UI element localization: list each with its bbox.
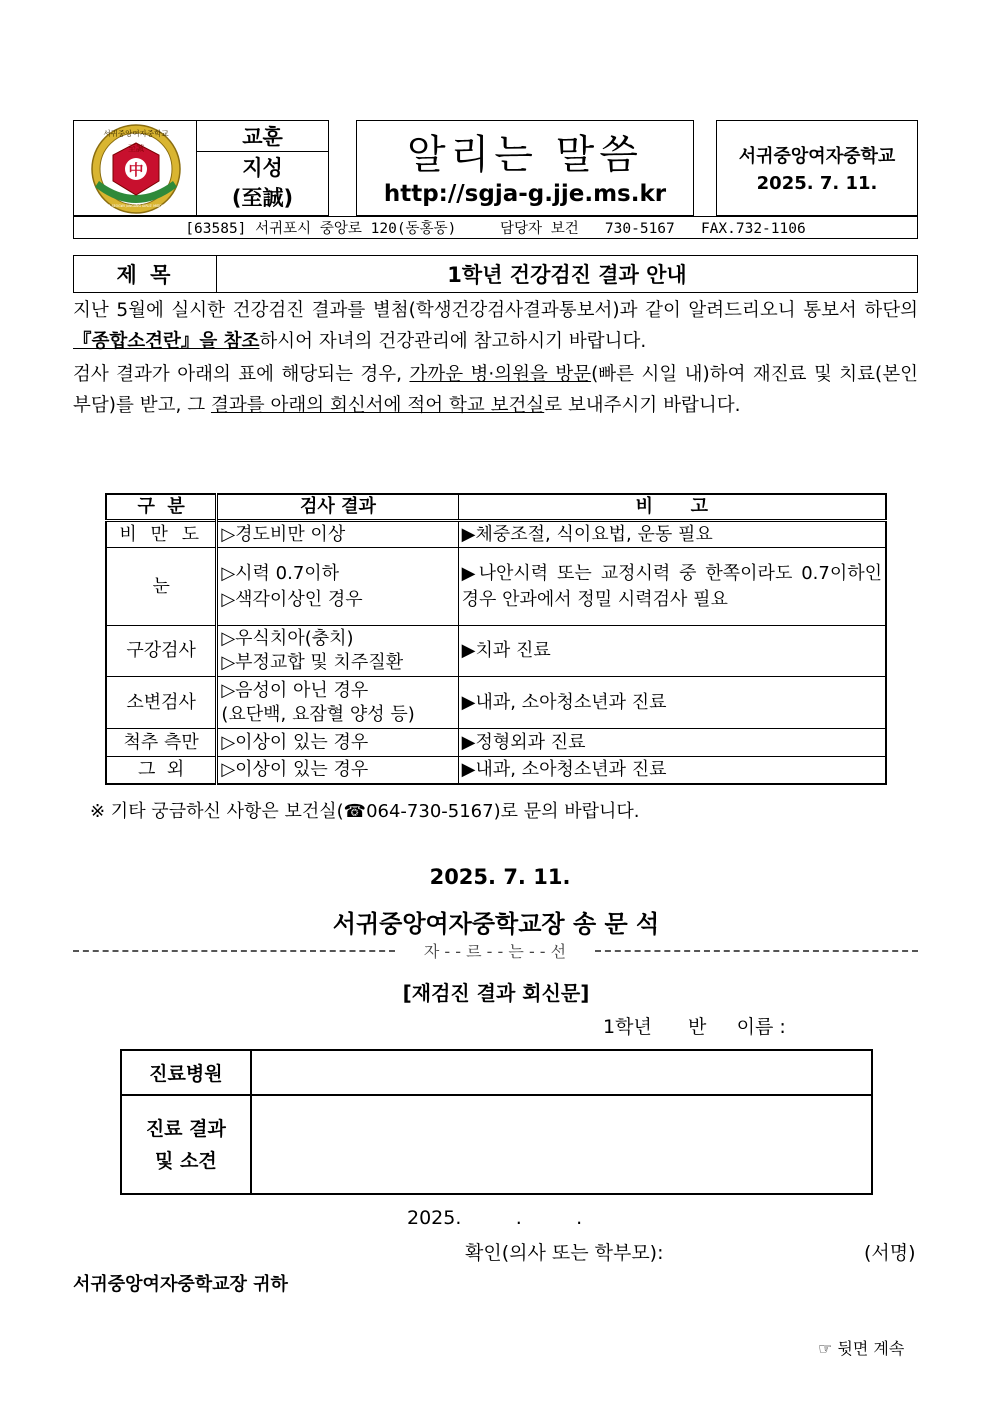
row-category: 눈	[106, 548, 217, 626]
row-note: ▶나안시력 또는 교정시력 중 한쪽이라도 0.7이하인 경우 안과에서 정밀 시력검사 필요	[458, 548, 886, 626]
emblem-band-text: SINCE 1951 SEOGWI JUNGANG GIRLS' MIDDLE SCHOOL	[91, 204, 181, 208]
row-category: 구강검사	[106, 626, 217, 677]
row-category: 그 외	[106, 757, 217, 784]
confirm-label: 확인(의사 또는 학부모):	[465, 1242, 664, 1264]
result-label	[121, 1095, 251, 1194]
result-label-line-1: 진료 결과	[145, 1117, 226, 1140]
row-note: ▶체중조절, 식이요법, 운동 필요	[458, 521, 886, 548]
emblem-top-text: 서귀중앙여자중학교	[103, 129, 169, 138]
row-category: 척추 측만	[106, 729, 217, 757]
motto-box	[196, 120, 329, 216]
table-header-row	[106, 494, 886, 521]
school-box	[716, 120, 918, 216]
cut-line-right	[595, 950, 918, 952]
reply-table	[120, 1049, 873, 1195]
inquiry-note: ※ 기타 궁금하신 사항은 보건실(☎064-730-5167)로 문의 바랍니다.	[90, 801, 640, 822]
title-box	[356, 120, 694, 216]
emblem-motto-chars: 至誠	[128, 144, 144, 153]
subject-box	[73, 255, 918, 293]
reply-hospital-row	[121, 1050, 872, 1095]
table-row	[106, 757, 886, 784]
student-line: 1학년 반 이름 :	[603, 1016, 786, 1038]
row-result: ▷경도비만 이상	[217, 521, 458, 548]
header-note: 비 고	[458, 494, 886, 521]
paragraph-2-a: 검사 결과가 아래의 표에 해당되는 경우,	[73, 364, 410, 385]
row-note: ▶정형외과 진료	[458, 729, 886, 757]
motto-line-1: 교훈	[197, 121, 328, 152]
row-result: ▷음성이 아닌 경우 (요단백, 요잠혈 양성 등)	[217, 677, 458, 729]
paragraph-2	[73, 359, 918, 421]
reply-title: [재검진 결과 회신문]	[402, 980, 590, 1005]
cut-line	[73, 938, 918, 962]
motto-line-2: 지성	[242, 156, 283, 180]
row-note: ▶치과 진료	[458, 626, 886, 677]
motto-line-3: (至誠)	[231, 186, 294, 210]
paragraph-1-a: 지난 5월에 실시한 건강검진 결과를 별첨(학생건강검사결과통보서)과 같이 알려드리오니 통보서 하단의	[73, 300, 918, 321]
results-table	[105, 493, 887, 785]
school-name: 서귀중앙여자중학교	[738, 146, 896, 167]
table-row	[106, 729, 886, 757]
row-note: ▶내과, 소아청소년과 진료	[458, 757, 886, 784]
paragraph-1-emphasis: 『종합소견란』을 참조	[73, 331, 260, 352]
subject-label: 제 목	[74, 256, 217, 292]
principal-name: 서귀중앙여자중학교장 송 문 석	[332, 909, 660, 938]
paragraph-1-c: 하시어 자녀의 건강관리에 참고하시기 바랍니다.	[259, 331, 647, 352]
logo-box	[73, 120, 197, 216]
header-result: 검사 결과	[217, 494, 458, 521]
row-category: 비 만 도	[106, 521, 217, 548]
table-row	[106, 626, 886, 677]
table-row	[106, 677, 886, 729]
paragraph-2-visit: 가까운 병·의원을 방문	[409, 364, 592, 385]
paragraph-2-e: 로 보내주시기 바랍니다.	[544, 395, 741, 416]
address-bar: [63585] 서귀포시 중앙로 120(동홍동) 담당자 보건 730-5167 FAX.732-1106	[73, 216, 918, 239]
row-result: ▷우식치아(충치) ▷부정교합 및 치주질환	[217, 626, 458, 677]
subject-value: 1학년 건강검진 결과 안내	[447, 263, 687, 287]
row-note: ▶내과, 소아청소년과 진료	[458, 677, 886, 729]
row-result: ▷시력 0.7이하 ▷색각이상인 경우	[217, 548, 458, 626]
issue-date: 2025. 7. 11.	[756, 172, 878, 194]
reply-result-row	[121, 1095, 872, 1194]
page-title: 알리는 말씀	[407, 131, 643, 178]
cut-line-text: 자 - - 르 - - 는 - - 선	[423, 941, 567, 961]
row-category: 소변검사	[106, 677, 217, 729]
addressee: 서귀중앙여자중학교장 귀하	[73, 1274, 288, 1295]
hospital-input[interactable]	[251, 1050, 872, 1095]
continue-note: ☞ 뒷면 계속	[818, 1339, 905, 1358]
table-row	[106, 521, 886, 548]
reply-date: 2025. . .	[407, 1207, 583, 1229]
row-result: ▷이상이 있는 경우	[217, 729, 458, 757]
school-url: http://sgja-g.jje.ms.kr	[383, 181, 667, 207]
result-label-line-2: 및 소견	[155, 1149, 217, 1172]
emblem-center-char: 中	[128, 161, 144, 179]
paragraph-2-c: (빠른 시일 내)하여 재진료 및 치료(본인 부담)를 받고, 그	[73, 364, 919, 416]
row-result: ▷이상이 있는 경우	[217, 757, 458, 784]
paragraph-2-return: 결과를 아래의 회신서에 적어 학교 보건실	[210, 395, 545, 416]
signoff-date: 2025. 7. 11.	[429, 865, 571, 889]
signature-label: (서명)	[864, 1242, 916, 1264]
result-input[interactable]	[251, 1095, 872, 1194]
cut-line-left	[73, 950, 395, 952]
school-emblem-icon	[81, 123, 191, 215]
table-row	[106, 548, 886, 626]
hospital-label: 진료병원	[121, 1050, 251, 1095]
paragraph-1	[73, 295, 918, 357]
header-category: 구 분	[106, 494, 217, 521]
